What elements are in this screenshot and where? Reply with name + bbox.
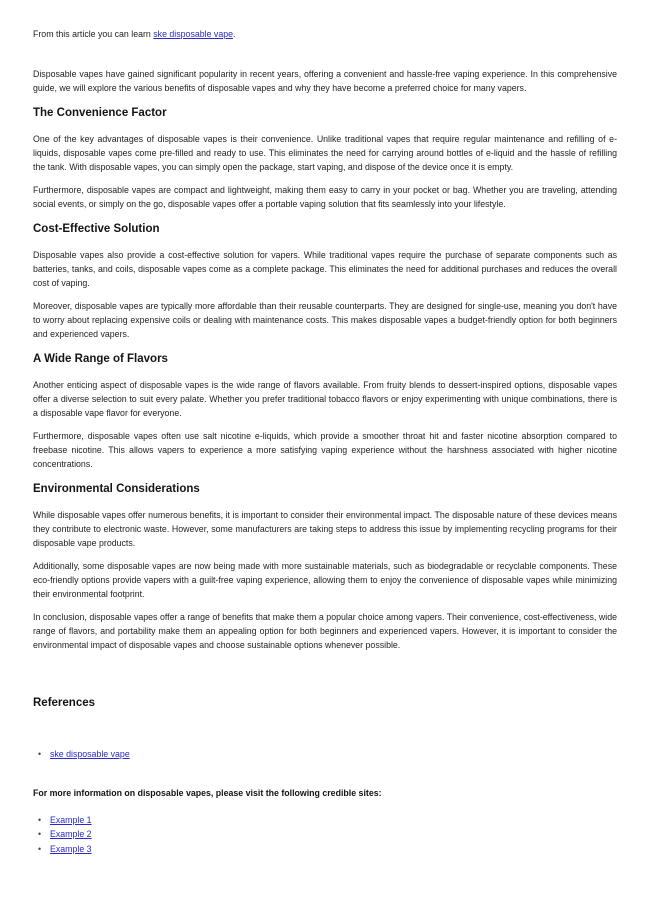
- intro-prefix-text: From this article you can learn: [33, 29, 154, 39]
- intro-sentence: [33, 27, 617, 41]
- intro-paragraph: Disposable vapes have gained significant popularity in recent years, offering a convenient and hassle-free vaping experience. In this comprehensive guide, we will explore the various benefits of disposable vapes and why they have become a preferred choice for many vapers.: [33, 69, 617, 93]
- reference-link-ske-disposable-vape[interactable]: ske disposable vape: [50, 749, 130, 759]
- paragraph-cost-2: Moreover, disposable vapes are typically more affordable than their reusable counterparts. They are designed for single-use, meaning you don't have to worry about replacing expensive coils or dealing with maintenance costs. This makes disposable vapes a budget-friendly option for both beginners and experienced vapers.: [33, 301, 617, 339]
- paragraph-convenience-1: One of the key advantages of disposable vapes is their convenience. Unlike traditional vapes that require regular maintenance and refilling of e-liquids, disposable vapes come pre-filled and ready to use. This eliminates the need for carrying around bottles of e-liquid and the hassle of refilling the tank. With disposable vapes, you can simply open the package, start vaping, and dispose of the device once it is empty.: [33, 134, 617, 172]
- paragraph-flavors-1: Another enticing aspect of disposable vapes is the wide range of flavors available. From fruity blends to dessert-inspired options, disposable vapes offer a diverse selection to suit every palate. Whether you prefer traditional tobacco flavors or enjoy experimenting with unique combinations, there is a disposable vape flavor for everyone.: [33, 380, 617, 418]
- paragraph-cost-1: Disposable vapes also provide a cost-effective solution for vapers. While traditional vapes require the purchase of separate components such as batteries, tanks, and coils, disposable vapes come as a complete package. This eliminates the need for additional purchases and reduces the overall cost of vaping.: [33, 250, 617, 288]
- paragraph-convenience-2: Furthermore, disposable vapes are compact and lightweight, making them easy to carry in your pocket or bag. Whether you are traveling, attending social events, or simply on the go, disposable vapes offer a portable vaping solution that fits seamlessly into your lifestyle.: [33, 185, 617, 209]
- references-heading: References: [33, 697, 96, 709]
- more-info-text: For more information on disposable vapes, please visit the following credible sites:: [33, 787, 382, 798]
- conclusion-paragraph: In conclusion, disposable vapes offer a range of benefits that make them a popular choice among vapers. Their convenience, cost-effectiveness, wide range of flavors, and portability make them an appealing option for both beginners and experienced vapers. However, it is important to consider the environmental impact of disposable vapes and choose sustainable options whenever possible.: [33, 612, 617, 650]
- list-item: [38, 842, 617, 857]
- intro-link-ske-disposable-vape[interactable]: ske disposable vape: [153, 29, 233, 39]
- list-item: [38, 747, 617, 762]
- paragraph-environmental-1: While disposable vapes offer numerous benefits, it is important to consider their environmental impact. The disposable nature of these devices means they contribute to electronic waste. However, some manufacturers are taking steps to address this issue by implementing recycling programs for their disposable vape products.: [33, 510, 617, 548]
- section-heading-convenience: The Convenience Factor: [33, 107, 167, 119]
- section-heading-cost-effective: Cost-Effective Solution: [33, 223, 160, 235]
- external-links-list: [33, 813, 617, 857]
- section-heading-environmental: Environmental Considerations: [33, 483, 200, 495]
- list-item: [38, 813, 617, 828]
- example-link-1[interactable]: Example 1: [50, 814, 92, 825]
- list-item: [38, 827, 617, 842]
- references-list: [33, 747, 617, 762]
- paragraph-flavors-2: Furthermore, disposable vapes often use salt nicotine e-liquids, which provide a smoother throat hit and faster nicotine absorption compared to freebase nicotine. This allows vapers to experience a more satisfying vaping experience without the harshness associated with higher nicotine concentrations.: [33, 431, 617, 469]
- intro-suffix-text: .: [233, 29, 236, 39]
- section-heading-flavors: A Wide Range of Flavors: [33, 353, 168, 365]
- example-link-3[interactable]: Example 3: [50, 843, 92, 854]
- example-link-2[interactable]: Example 2: [50, 829, 92, 839]
- paragraph-environmental-2: Additionally, some disposable vapes are now being made with more sustainable materials, such as biodegradable or recyclable components. These eco-friendly options provide vapers with a guilt-free vaping experience, allowing them to enjoy the convenience of disposable vapes while minimizing their environmental footprint.: [33, 561, 617, 599]
